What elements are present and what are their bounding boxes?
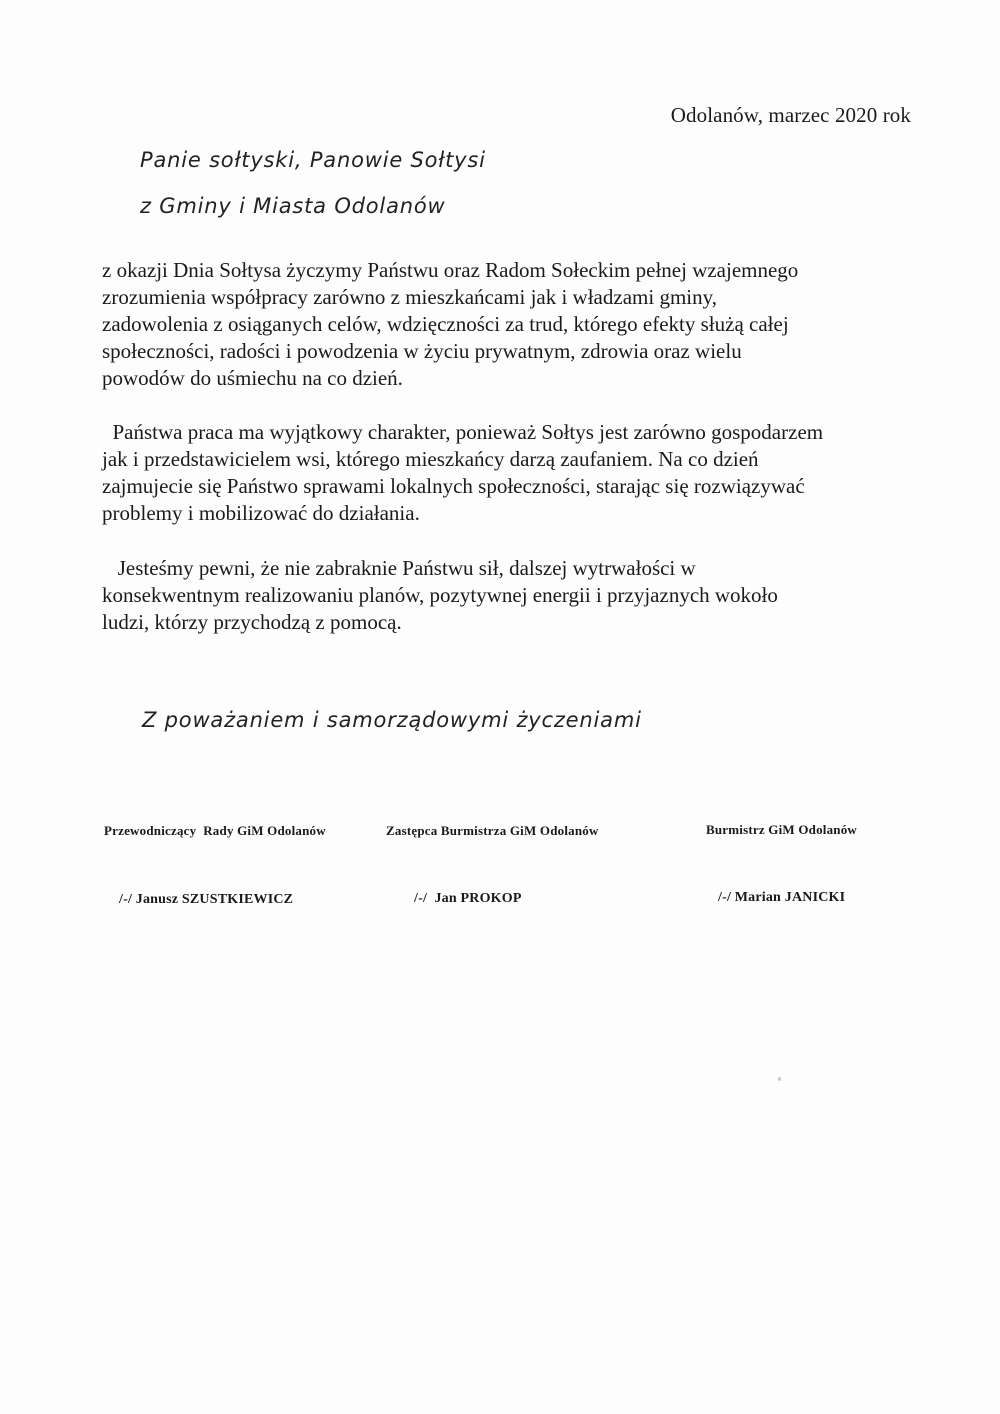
paragraph-line: zajmujecie się Państwo sprawami lokalnych społeczności, starając się rozwiązywać xyxy=(102,474,805,498)
paragraph-line: zrozumienia współpracy zarówno z mieszkańcami jak i władzami gminy, xyxy=(102,285,717,309)
paragraph-3 xyxy=(102,555,922,636)
paragraph-line: Jesteśmy pewni, że nie zabraknie Państwu sił, dalszej wytrwałości w xyxy=(102,556,696,580)
paragraph-line: problemy i mobilizować do działania. xyxy=(102,501,420,525)
paragraph-line: Państwa praca ma wyjątkowy charakter, ponieważ Sołtys jest zarówno gospodarzem xyxy=(102,420,824,444)
paragraph-line: społeczności, radości i powodzenia w życiu prywatnym, zdrowia oraz wielu xyxy=(102,339,742,363)
salutation-line-2: z Gminy i Miasta Odolanów xyxy=(140,194,446,218)
closing-line: Z poważaniem i samorządowymi życzeniami xyxy=(142,708,642,732)
paragraph-line: jak i przedstawicielem wsi, którego mieszkańcy darzą zaufaniem. Na co dzień xyxy=(102,447,759,471)
paragraph-2 xyxy=(102,419,922,527)
paragraph-line: ludzi, którzy przychodzą z pomocą. xyxy=(102,610,402,634)
paragraph-line: powodów do uśmiechu na co dzień. xyxy=(102,366,403,390)
signatory-title-council-chair: Przewodniczący Rady GiM Odolanów xyxy=(104,823,326,838)
paragraph-1 xyxy=(102,257,922,392)
scan-speck xyxy=(778,1077,781,1081)
paragraph-line: z okazji Dnia Sołtysa życzymy Państwu oraz Radom Sołeckim pełnej wzajemnego xyxy=(102,258,799,282)
signatory-title-deputy-mayor: Zastępca Burmistrza GiM Odolanów xyxy=(386,823,599,838)
signatory-name-mayor: /-/ Marian JANICKI xyxy=(718,890,846,905)
signatory-name-deputy-mayor: /-/ Jan PROKOP xyxy=(414,891,522,906)
date-line: Odolanów, marzec 2020 rok xyxy=(670,103,911,127)
signatory-title-mayor: Burmistrz GiM Odolanów xyxy=(706,822,858,837)
signatory-name-council-chair: /-/ Janusz SZUSTKIEWICZ xyxy=(119,892,294,907)
salutation-line-1: Panie sołtyski, Panowie Sołtysi xyxy=(140,148,486,172)
paragraph-line: zadowolenia z osiąganych celów, wdzięczności za trud, którego efekty służą całej xyxy=(102,312,789,336)
salutation xyxy=(140,137,486,229)
paragraph-line: konsekwentnym realizowaniu planów, pozytywnej energii i przyjaznych wokoło xyxy=(102,583,778,607)
